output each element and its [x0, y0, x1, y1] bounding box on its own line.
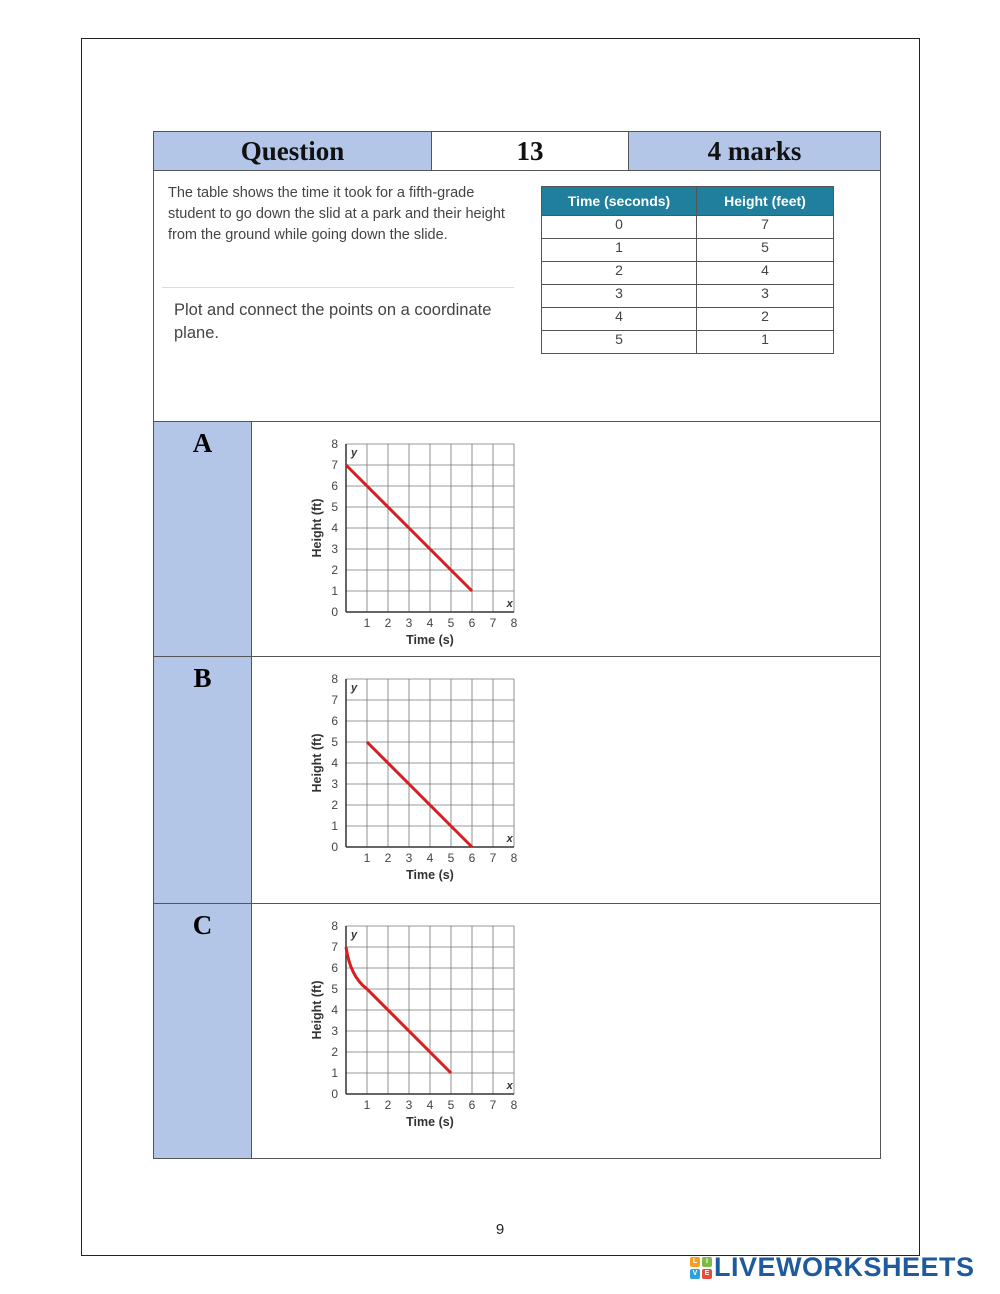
option-graph-b[interactable]	[252, 657, 881, 904]
time-cell: 5	[542, 331, 697, 354]
y-axis-letter: y	[351, 447, 358, 459]
x-axis-title: Time (s)	[406, 633, 454, 647]
option-row-a	[154, 422, 881, 657]
logo-letter: I	[702, 1257, 712, 1267]
y-axis-letter: y	[351, 682, 358, 694]
table-row	[542, 216, 834, 239]
y-tick-label: 4	[331, 521, 338, 535]
option-label-c[interactable]: C	[154, 904, 252, 1159]
brand-text: LIVEWORKSHEETS	[714, 1252, 975, 1282]
option-graph-c[interactable]	[252, 904, 881, 1159]
y-tick-label: 3	[331, 1024, 338, 1038]
col-header-time: Time (seconds)	[542, 187, 697, 216]
y-tick-label: 8	[331, 919, 338, 933]
x-tick-label: 8	[510, 851, 518, 865]
height-cell: 1	[697, 331, 834, 354]
height-cell: 3	[697, 285, 834, 308]
x-tick-label: 1	[363, 616, 371, 630]
x-tick-label: 2	[384, 1098, 392, 1112]
page-number: 9	[495, 1221, 505, 1238]
x-tick-label: 7	[489, 851, 497, 865]
table-row	[542, 239, 834, 262]
x-axis-letter: x	[506, 833, 513, 845]
y-tick-label: 7	[331, 940, 338, 954]
option-label-b[interactable]: B	[154, 657, 252, 904]
x-tick-label: 3	[405, 851, 413, 865]
y-tick-label: 2	[331, 1045, 338, 1059]
col-header-height: Height (feet)	[697, 187, 834, 216]
liveworksheets-brand[interactable]	[690, 1252, 975, 1283]
x-tick-label: 4	[426, 616, 434, 630]
y-tick-label: 6	[331, 961, 338, 975]
x-axis-letter: x	[506, 598, 513, 610]
liveworksheets-logo-icon	[690, 1257, 712, 1279]
time-cell: 0	[542, 216, 697, 239]
y-tick-label: 2	[331, 798, 338, 812]
y-tick-label: 5	[331, 500, 338, 514]
height-cell: 2	[697, 308, 834, 331]
y-tick-label: 8	[331, 672, 338, 686]
y-axis-title: Height (ft)	[310, 733, 324, 793]
x-tick-label: 8	[510, 1098, 518, 1112]
y-tick-label: 0	[331, 605, 338, 619]
time-cell: 2	[542, 262, 697, 285]
table-row	[542, 285, 834, 308]
x-tick-label: 1	[363, 851, 371, 865]
question-marks: 4 marks	[629, 132, 881, 171]
y-tick-label: 1	[331, 1066, 338, 1080]
x-tick-label: 2	[384, 851, 392, 865]
coordinate-plane	[276, 432, 576, 652]
y-tick-label: 6	[331, 714, 338, 728]
y-tick-label: 4	[331, 1003, 338, 1017]
y-axis-title: Height (ft)	[310, 980, 324, 1040]
y-tick-label: 8	[331, 437, 338, 451]
x-tick-label: 5	[447, 1098, 455, 1112]
question-number: 13	[432, 132, 629, 171]
x-tick-label: 6	[468, 1098, 476, 1112]
y-tick-label: 7	[331, 693, 338, 707]
table-row	[542, 331, 834, 354]
x-axis-title: Time (s)	[406, 1115, 454, 1129]
x-tick-label: 6	[468, 851, 476, 865]
logo-letter: E	[702, 1269, 712, 1279]
time-height-table	[541, 186, 834, 354]
time-cell: 4	[542, 308, 697, 331]
table-row	[542, 262, 834, 285]
height-cell: 7	[697, 216, 834, 239]
option-graph-a[interactable]	[252, 422, 881, 657]
time-cell: 3	[542, 285, 697, 308]
y-tick-label: 0	[331, 1087, 338, 1101]
x-tick-label: 7	[489, 1098, 497, 1112]
question-label: Question	[154, 132, 432, 171]
x-tick-label: 3	[405, 1098, 413, 1112]
logo-letter: L	[690, 1257, 700, 1267]
y-tick-label: 0	[331, 840, 338, 854]
y-tick-label: 5	[331, 982, 338, 996]
x-tick-label: 7	[489, 616, 497, 630]
x-tick-label: 3	[405, 616, 413, 630]
x-tick-label: 6	[468, 616, 476, 630]
y-tick-label: 3	[331, 777, 338, 791]
table-row	[542, 308, 834, 331]
prompt-divider	[162, 287, 514, 288]
y-axis-letter: y	[351, 929, 358, 941]
question-header-row	[154, 132, 881, 171]
y-tick-label: 4	[331, 756, 338, 770]
question-table	[153, 131, 881, 1159]
option-row-b	[154, 657, 881, 904]
height-cell: 5	[697, 239, 834, 262]
prompt-instruction: Plot and connect the points on a coordinate plane.	[174, 301, 492, 342]
logo-letter: V	[690, 1269, 700, 1279]
y-tick-label: 3	[331, 542, 338, 556]
time-cell: 1	[542, 239, 697, 262]
option-row-c	[154, 904, 881, 1159]
x-tick-label: 2	[384, 616, 392, 630]
y-tick-label: 2	[331, 563, 338, 577]
x-axis-letter: x	[506, 1080, 513, 1092]
y-tick-label: 1	[331, 819, 338, 833]
prompt-cell	[154, 171, 881, 422]
x-tick-label: 4	[426, 1098, 434, 1112]
x-tick-label: 4	[426, 851, 434, 865]
y-tick-label: 5	[331, 735, 338, 749]
coordinate-plane	[276, 667, 576, 887]
x-tick-label: 8	[510, 616, 518, 630]
y-tick-label: 1	[331, 584, 338, 598]
x-axis-title: Time (s)	[406, 868, 454, 882]
prompt-text: The table shows the time it took for a fifth-grade student to go down the slid at a park and their height from the ground while going down the slide.	[168, 185, 505, 243]
y-tick-label: 6	[331, 479, 338, 493]
x-tick-label: 5	[447, 616, 455, 630]
height-cell: 4	[697, 262, 834, 285]
y-axis-title: Height (ft)	[310, 498, 324, 558]
coordinate-plane	[276, 914, 576, 1134]
x-tick-label: 1	[363, 1098, 371, 1112]
x-tick-label: 5	[447, 851, 455, 865]
y-tick-label: 7	[331, 458, 338, 472]
series-line	[367, 742, 472, 847]
option-label-a[interactable]: A	[154, 422, 252, 657]
